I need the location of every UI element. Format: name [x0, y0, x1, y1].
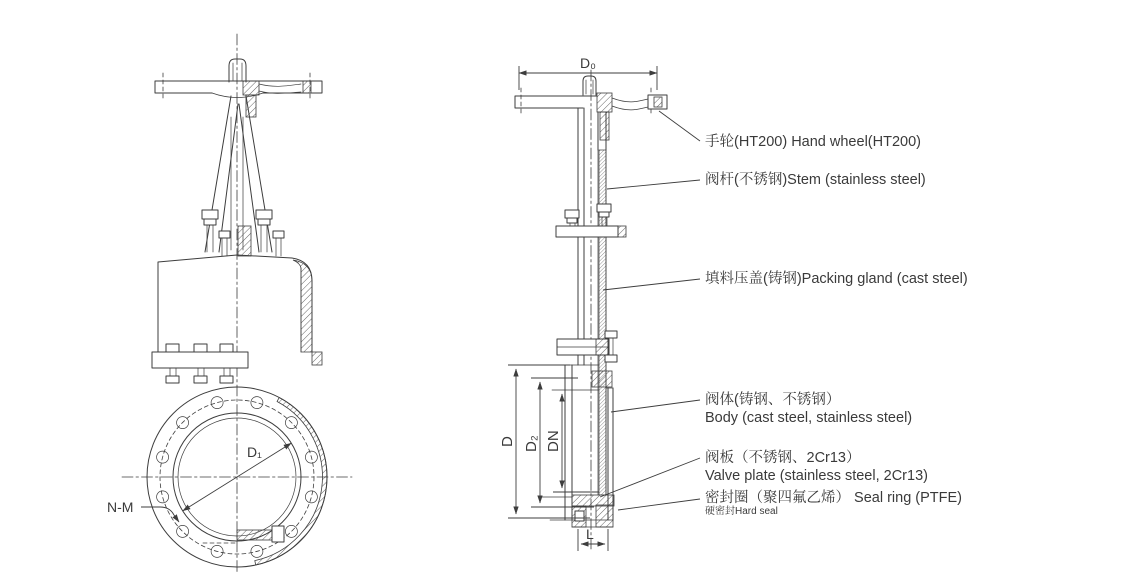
side-packing-gland — [557, 331, 617, 387]
dimension-d0 — [519, 55, 657, 90]
dimension-d0-label: D₀ — [580, 55, 596, 71]
side-seat — [540, 495, 614, 527]
dimension-l — [578, 526, 608, 551]
front-bonnet-joint — [219, 226, 284, 256]
side-view — [499, 55, 700, 552]
callout-stem: 阀杆(不锈钢)Stem (stainless steel) — [705, 172, 926, 188]
callout-seal-note: 硬密封Hard seal — [705, 506, 778, 517]
front-bonnet — [158, 255, 312, 352]
callout-seal-ring: 密封圈（聚四氟乙烯） Seal ring (PTFE) — [705, 490, 962, 506]
callout-packing-gland: 填料压盖(铸钢)Packing gland (cast steel) — [705, 271, 968, 287]
bolt-holes-label: N-M — [107, 499, 134, 515]
side-stem-top — [583, 76, 596, 95]
side-gate-plate — [599, 150, 606, 495]
callout-body-en: Body (cast steel, stainless steel) — [705, 410, 913, 426]
callout-valve-plate-cn: 阀板（不锈钢、2Cr13） — [705, 450, 861, 466]
dimension-d2-label: D₂ — [523, 435, 540, 452]
front-view — [107, 34, 352, 574]
front-stem-top — [229, 59, 246, 82]
dimension-l-label: L — [586, 526, 594, 542]
wheel-hub-section — [243, 81, 259, 95]
dimension-d1-label: D₁ — [247, 444, 262, 460]
callout-hand-wheel: 手轮(HT200) Hand wheel(HT200) — [705, 134, 921, 150]
callout-body-cn: 阀体(铸钢、不锈钢） — [705, 392, 841, 408]
leader-lines — [600, 111, 700, 510]
front-hand-wheel — [155, 73, 322, 117]
callout-valve-plate-en: Valve plate (stainless steel, 2Cr13) — [705, 468, 928, 484]
dimension-dn-label: DN — [545, 430, 562, 452]
callout-labels — [705, 133, 968, 517]
callout-bolt-holes — [107, 499, 179, 522]
dimension-d-label: D — [499, 436, 516, 447]
